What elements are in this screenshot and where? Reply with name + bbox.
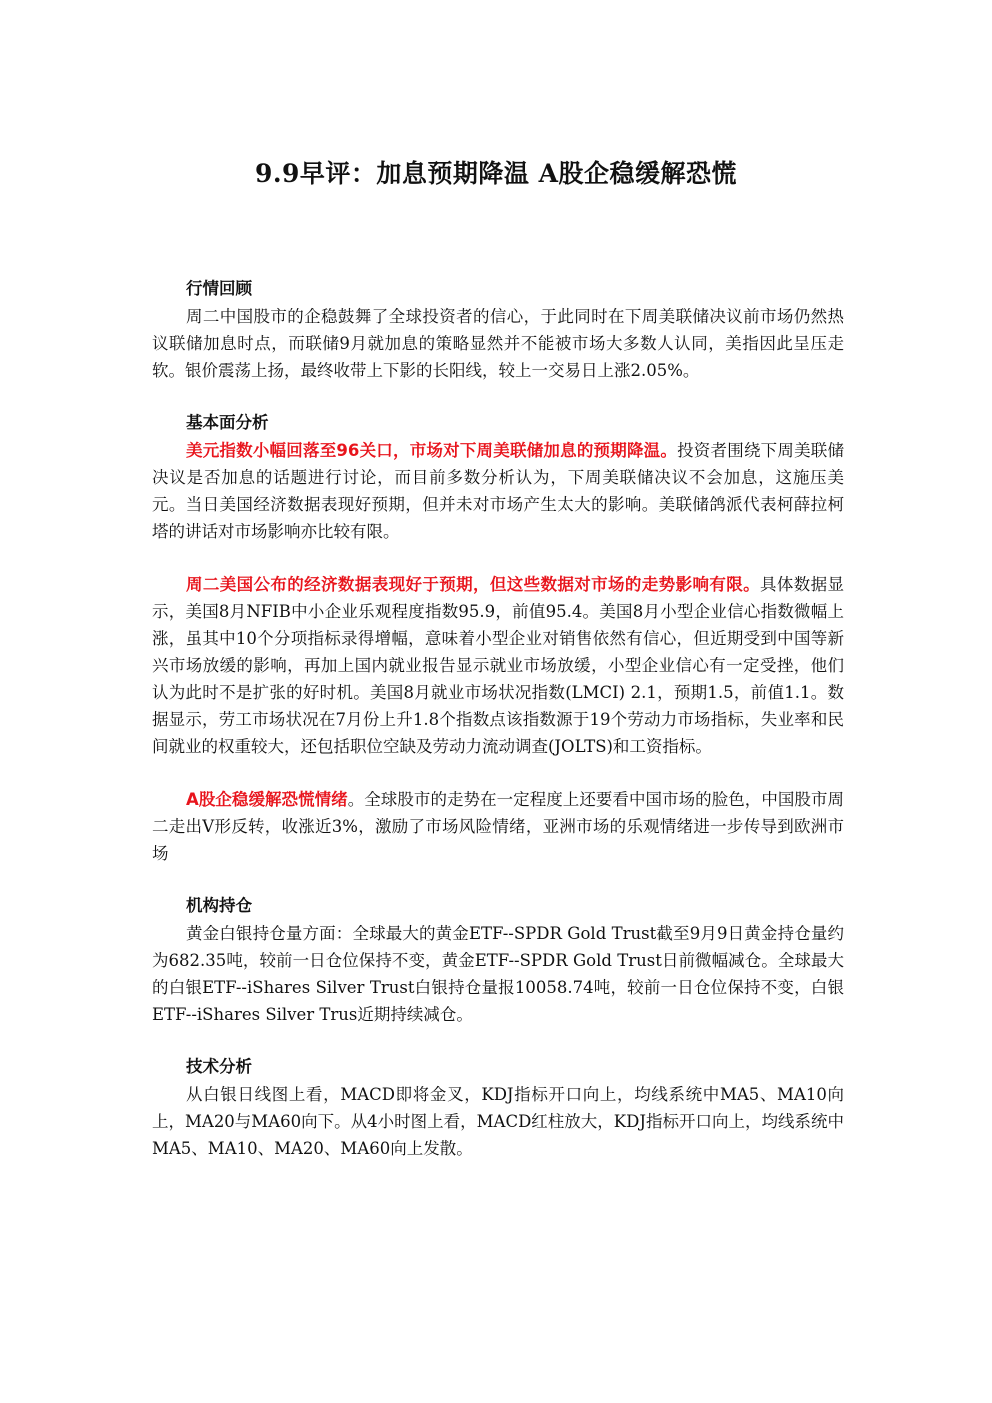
highlight-text: 美元指数小幅回落至96关口，市场对下周美联储加息的预期降温。 [186,441,678,460]
section-heading: 技术分析 [186,1057,252,1076]
highlight-text: A股企稳缓解恐慌情绪 [186,790,348,809]
section-heading: 机构持仓 [186,896,252,915]
paragraph [152,303,844,384]
paragraph-text: 黄金白银持仓量方面：全球最大的黄金ETF--SPDR Gold Trust截至9月9日黄金持仓量约为682.35吨，较前一日仓位保持不变，黄金ETF--SPDR Gold Trust日前微幅减仓。全球最大的白银ETF--iShares Silver Trust白银持仓量报10058.74吨，较前一日仓位保持不变，白银ETF--iShares Silver Trus近期持续减仓。 [152,924,844,1024]
section-heading: 行情回顾 [186,279,252,298]
paragraph-text: 从白银日线图上看，MACD即将金叉，KDJ指标开口向上，均线系统中MA5、MA10向上，MA20与MA60向下。从4小时图上看，MACD红柱放大，KDJ指标开口向上，均线系统中MA5、MA10、MA20、MA60向上发散。 [152,1085,844,1158]
paragraph-text: 。全球股市的走势在一定程度上还要看中国市场的脸色，中国股市周二走出V形反转，收涨近3%，激励了市场风险情绪，亚洲市场的乐观情绪进一步传导到欧洲市场 [152,790,844,863]
paragraph [152,920,844,1028]
section-institutional-holdings [152,893,844,1028]
paragraph-text: 周二中国股市的企稳鼓舞了全球投资者的信心，于此同时在下周美联储决议前市场仍然热议联储加息时点，而联储9月就加息的策略显然并不能被市场大多数人认同，美指因此呈压走软。银价震荡上扬，最终收带上下影的长阳线，较上一交易日上涨2.05%。 [152,307,844,380]
document-body [152,276,844,1188]
document-title: 9.9早评：加息预期降温 A股企稳缓解恐慌 [254,159,738,188]
paragraph [152,1081,844,1162]
section-technical-analysis [152,1054,844,1162]
section-fundamental-analysis [152,410,844,867]
section-market-review [152,276,844,384]
paragraph-text: 投资者围绕下周美联储决议是否加息的话题进行讨论，而目前多数分析认为，下周美联储决议不会加息，这施压美元。当日美国经济数据表现好预期，但并未对市场产生太大的影响。美联储鸽派代表柯薛拉柯塔的讲话对市场影响亦比较有限。 [152,441,844,541]
paragraph [152,437,844,545]
paragraph [152,786,844,867]
paragraph-text: 具体数据显示，美国8月NFIB中小企业乐观程度指数95.9，前值95.4。美国8月小型企业信心指数微幅上涨，虽其中10个分项指标录得增幅，意味着小型企业对销售依然有信心，但近期受到中国等新兴市场放缓的影响，再加上国内就业报告显示就业市场放缓，小型企业信心有一定受挫，他们认为此时不是扩张的好时机。美国8月就业市场状况指数(LMCI) 2.1，预期1.5，前值1.1。数据显示，劳工市场状况在7月份上升1.8个指数点该指数源于19个劳动力市场指标，失业率和民间就业的权重较大，还包括职位空缺及劳动力流动调查(JOLTS)和工资指标。 [152,575,845,756]
section-heading: 基本面分析 [186,413,269,432]
paragraph [152,571,844,760]
highlight-text: 周二美国公布的经济数据表现好于预期，但这些数据对市场的走势影响有限。 [186,575,760,594]
